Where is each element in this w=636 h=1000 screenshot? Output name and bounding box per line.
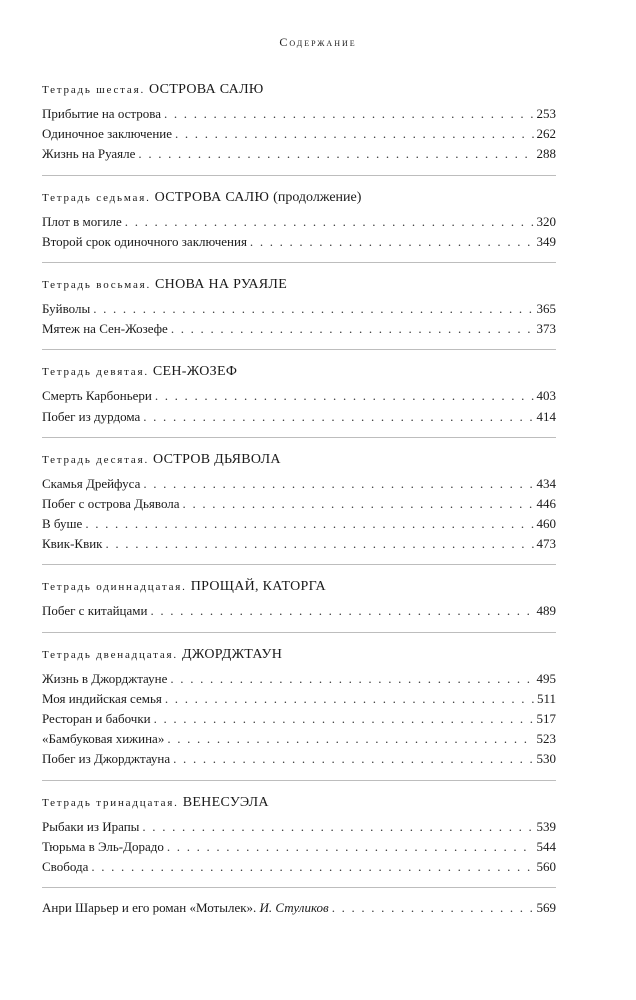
- entry-title: Побег из дурдома: [42, 408, 141, 424]
- entry-page: 539: [536, 818, 556, 834]
- leader-dots: [167, 837, 534, 857]
- entry-title: Ресторан и бабочки: [42, 711, 151, 726]
- section-heading: [42, 273, 556, 295]
- leader-dots: [125, 212, 534, 232]
- section-label: Тетрадь десятая.: [42, 453, 149, 466]
- entry-title: Одиночное заключение: [42, 126, 172, 142]
- entry-page: 511: [536, 690, 556, 706]
- section-label: Тетрадь восьмая.: [42, 278, 152, 291]
- entry-page: 560: [536, 858, 556, 874]
- leader-dots: [138, 144, 533, 164]
- section-name: ОСТРОВА САЛЮ: [149, 82, 264, 97]
- toc-entry[interactable]: [42, 749, 556, 769]
- toc-section: [42, 78, 556, 176]
- entry-title: Жизнь на Руаяле: [42, 146, 136, 162]
- leader-dots: [106, 534, 534, 554]
- leader-dots: [143, 407, 533, 427]
- entry-page: 544: [536, 838, 556, 854]
- entry-title: Свобода: [42, 858, 89, 874]
- toc-entry[interactable]: [42, 474, 556, 494]
- leader-dots: [93, 299, 533, 319]
- entry-page: 373: [536, 321, 556, 337]
- section-heading: [42, 643, 556, 665]
- section-heading: [42, 791, 556, 813]
- leader-dots: [173, 749, 533, 769]
- section-subtitle: (продолжение): [273, 189, 362, 205]
- entry-title: «Бамбуковая хижина»: [42, 731, 165, 747]
- section-label: Тетрадь двенадцатая.: [42, 648, 178, 661]
- entry-title: Тюрьма в Эль-Дорадо: [42, 838, 164, 854]
- toc-section: [42, 273, 556, 350]
- section-name: ОСТРОВА САЛЮ: [154, 189, 270, 205]
- entry-page: 365: [536, 300, 556, 316]
- entry-page: 473: [536, 536, 556, 552]
- leader-dots: [183, 494, 534, 514]
- entry-title: Плот в могиле: [42, 213, 122, 229]
- toc-entry[interactable]: [42, 299, 556, 319]
- section-label: Тетрадь одиннадцатая.: [42, 581, 187, 594]
- section-name: СЕН-ЖОЗЕФ: [152, 364, 238, 380]
- toc-section: [42, 186, 556, 263]
- entry-page: 262: [536, 126, 556, 142]
- leader-dots: [332, 898, 534, 918]
- toc-section: [42, 643, 556, 781]
- section-name: ВЕНЕСУЭЛА: [182, 794, 269, 810]
- leader-dots: [165, 689, 534, 709]
- toc-entry[interactable]: [42, 534, 556, 554]
- afterword-page: 569: [536, 900, 556, 916]
- leader-dots: [150, 601, 533, 621]
- toc-section: [42, 360, 556, 437]
- leader-dots: [155, 386, 534, 406]
- leader-dots: [250, 232, 534, 252]
- entry-title: Жизнь в Джорджтауне: [42, 670, 168, 686]
- entry-title: Рыбаки из Ирапы: [42, 818, 140, 834]
- entry-page: 530: [536, 751, 556, 767]
- toc-entry[interactable]: [42, 212, 556, 232]
- toc-entry[interactable]: [42, 669, 556, 689]
- afterword-entry[interactable]: [42, 898, 556, 918]
- section-name: ОСТРОВ ДЬЯВОЛА: [153, 451, 281, 467]
- toc-entry[interactable]: [42, 104, 556, 124]
- entry-title: Мятеж на Сен-Жозефе: [42, 321, 168, 337]
- toc-entry[interactable]: [42, 709, 556, 729]
- toc-entry[interactable]: [42, 729, 556, 749]
- leader-dots: [154, 709, 534, 729]
- leader-dots: [167, 729, 533, 749]
- leader-dots: [143, 474, 533, 494]
- entry-page: 460: [536, 516, 556, 532]
- entry-page: 414: [536, 408, 556, 424]
- leader-dots: [142, 817, 533, 837]
- entry-page: 489: [536, 603, 556, 619]
- entry-page: 320: [536, 213, 556, 229]
- leader-dots: [91, 857, 533, 877]
- leader-dots: [85, 514, 533, 534]
- leader-dots: [175, 124, 534, 144]
- toc-entry[interactable]: [42, 232, 556, 252]
- leader-dots: [170, 669, 533, 689]
- entry-page: 434: [536, 475, 556, 491]
- toc-entry[interactable]: [42, 144, 556, 164]
- entry-page: 517: [536, 711, 556, 726]
- entry-page: 446: [536, 495, 556, 511]
- section-name: СНОВА НА РУАЯЛЕ: [155, 276, 288, 292]
- entry-page: 523: [536, 731, 556, 747]
- table-of-contents: [42, 78, 556, 918]
- toc-section: [42, 448, 556, 566]
- toc-entry[interactable]: [42, 514, 556, 534]
- section-name: ДЖОРДЖТАУН: [181, 646, 283, 662]
- toc-entry[interactable]: [42, 319, 556, 339]
- section-label: Тетрадь шестая.: [42, 84, 146, 96]
- entry-title: Прибытие на острова: [42, 106, 161, 121]
- page-title: Содержание: [279, 35, 357, 49]
- afterword-title: Анри Шарьер и его роман «Мотылек». И. Стуликов: [42, 900, 329, 916]
- toc-entry[interactable]: [42, 494, 556, 514]
- leader-dots: [164, 104, 534, 124]
- toc-entry[interactable]: [42, 857, 556, 877]
- entry-page: 403: [536, 388, 556, 404]
- entry-title: Побег с китайцами: [42, 603, 148, 619]
- toc-entry[interactable]: [42, 601, 556, 621]
- toc-entry[interactable]: [42, 689, 556, 709]
- toc-section: [42, 791, 556, 889]
- entry-page: 495: [536, 670, 556, 686]
- section-heading: [42, 575, 556, 597]
- toc-entry[interactable]: [42, 386, 556, 406]
- section-label: Тетрадь тринадцатая.: [42, 796, 179, 809]
- section-heading: [42, 186, 556, 208]
- entry-title: Второй срок одиночного заключения: [42, 233, 247, 249]
- entry-title: В буше: [42, 516, 83, 532]
- entry-title: Моя индийская семья: [42, 690, 162, 706]
- section-heading: [42, 448, 556, 470]
- entry-title: Буйволы: [42, 300, 91, 316]
- entry-title: Побег из Джорджтауна: [42, 751, 171, 767]
- entry-page: 349: [536, 233, 556, 249]
- section-heading: [42, 360, 556, 382]
- leader-dots: [171, 319, 534, 339]
- entry-title: Квик-Квик: [42, 536, 103, 552]
- toc-entry[interactable]: [42, 407, 556, 427]
- toc-entry[interactable]: [42, 817, 556, 837]
- entry-title: Побег с острова Дьявола: [42, 495, 180, 511]
- entry-title: Смерть Карбоньери: [42, 388, 152, 404]
- entry-title: Скамья Дрейфуса: [42, 475, 141, 491]
- section-name: ПРОЩАЙ, КАТОРГА: [190, 579, 326, 595]
- toc-entry[interactable]: [42, 124, 556, 144]
- entry-page: 288: [536, 146, 556, 162]
- toc-section: [42, 575, 556, 632]
- toc-entry[interactable]: [42, 837, 556, 857]
- section-label: Тетрадь седьмая.: [42, 191, 151, 204]
- section-heading: [42, 78, 556, 100]
- section-label: Тетрадь девятая.: [42, 366, 149, 379]
- entry-page: 253: [536, 106, 556, 121]
